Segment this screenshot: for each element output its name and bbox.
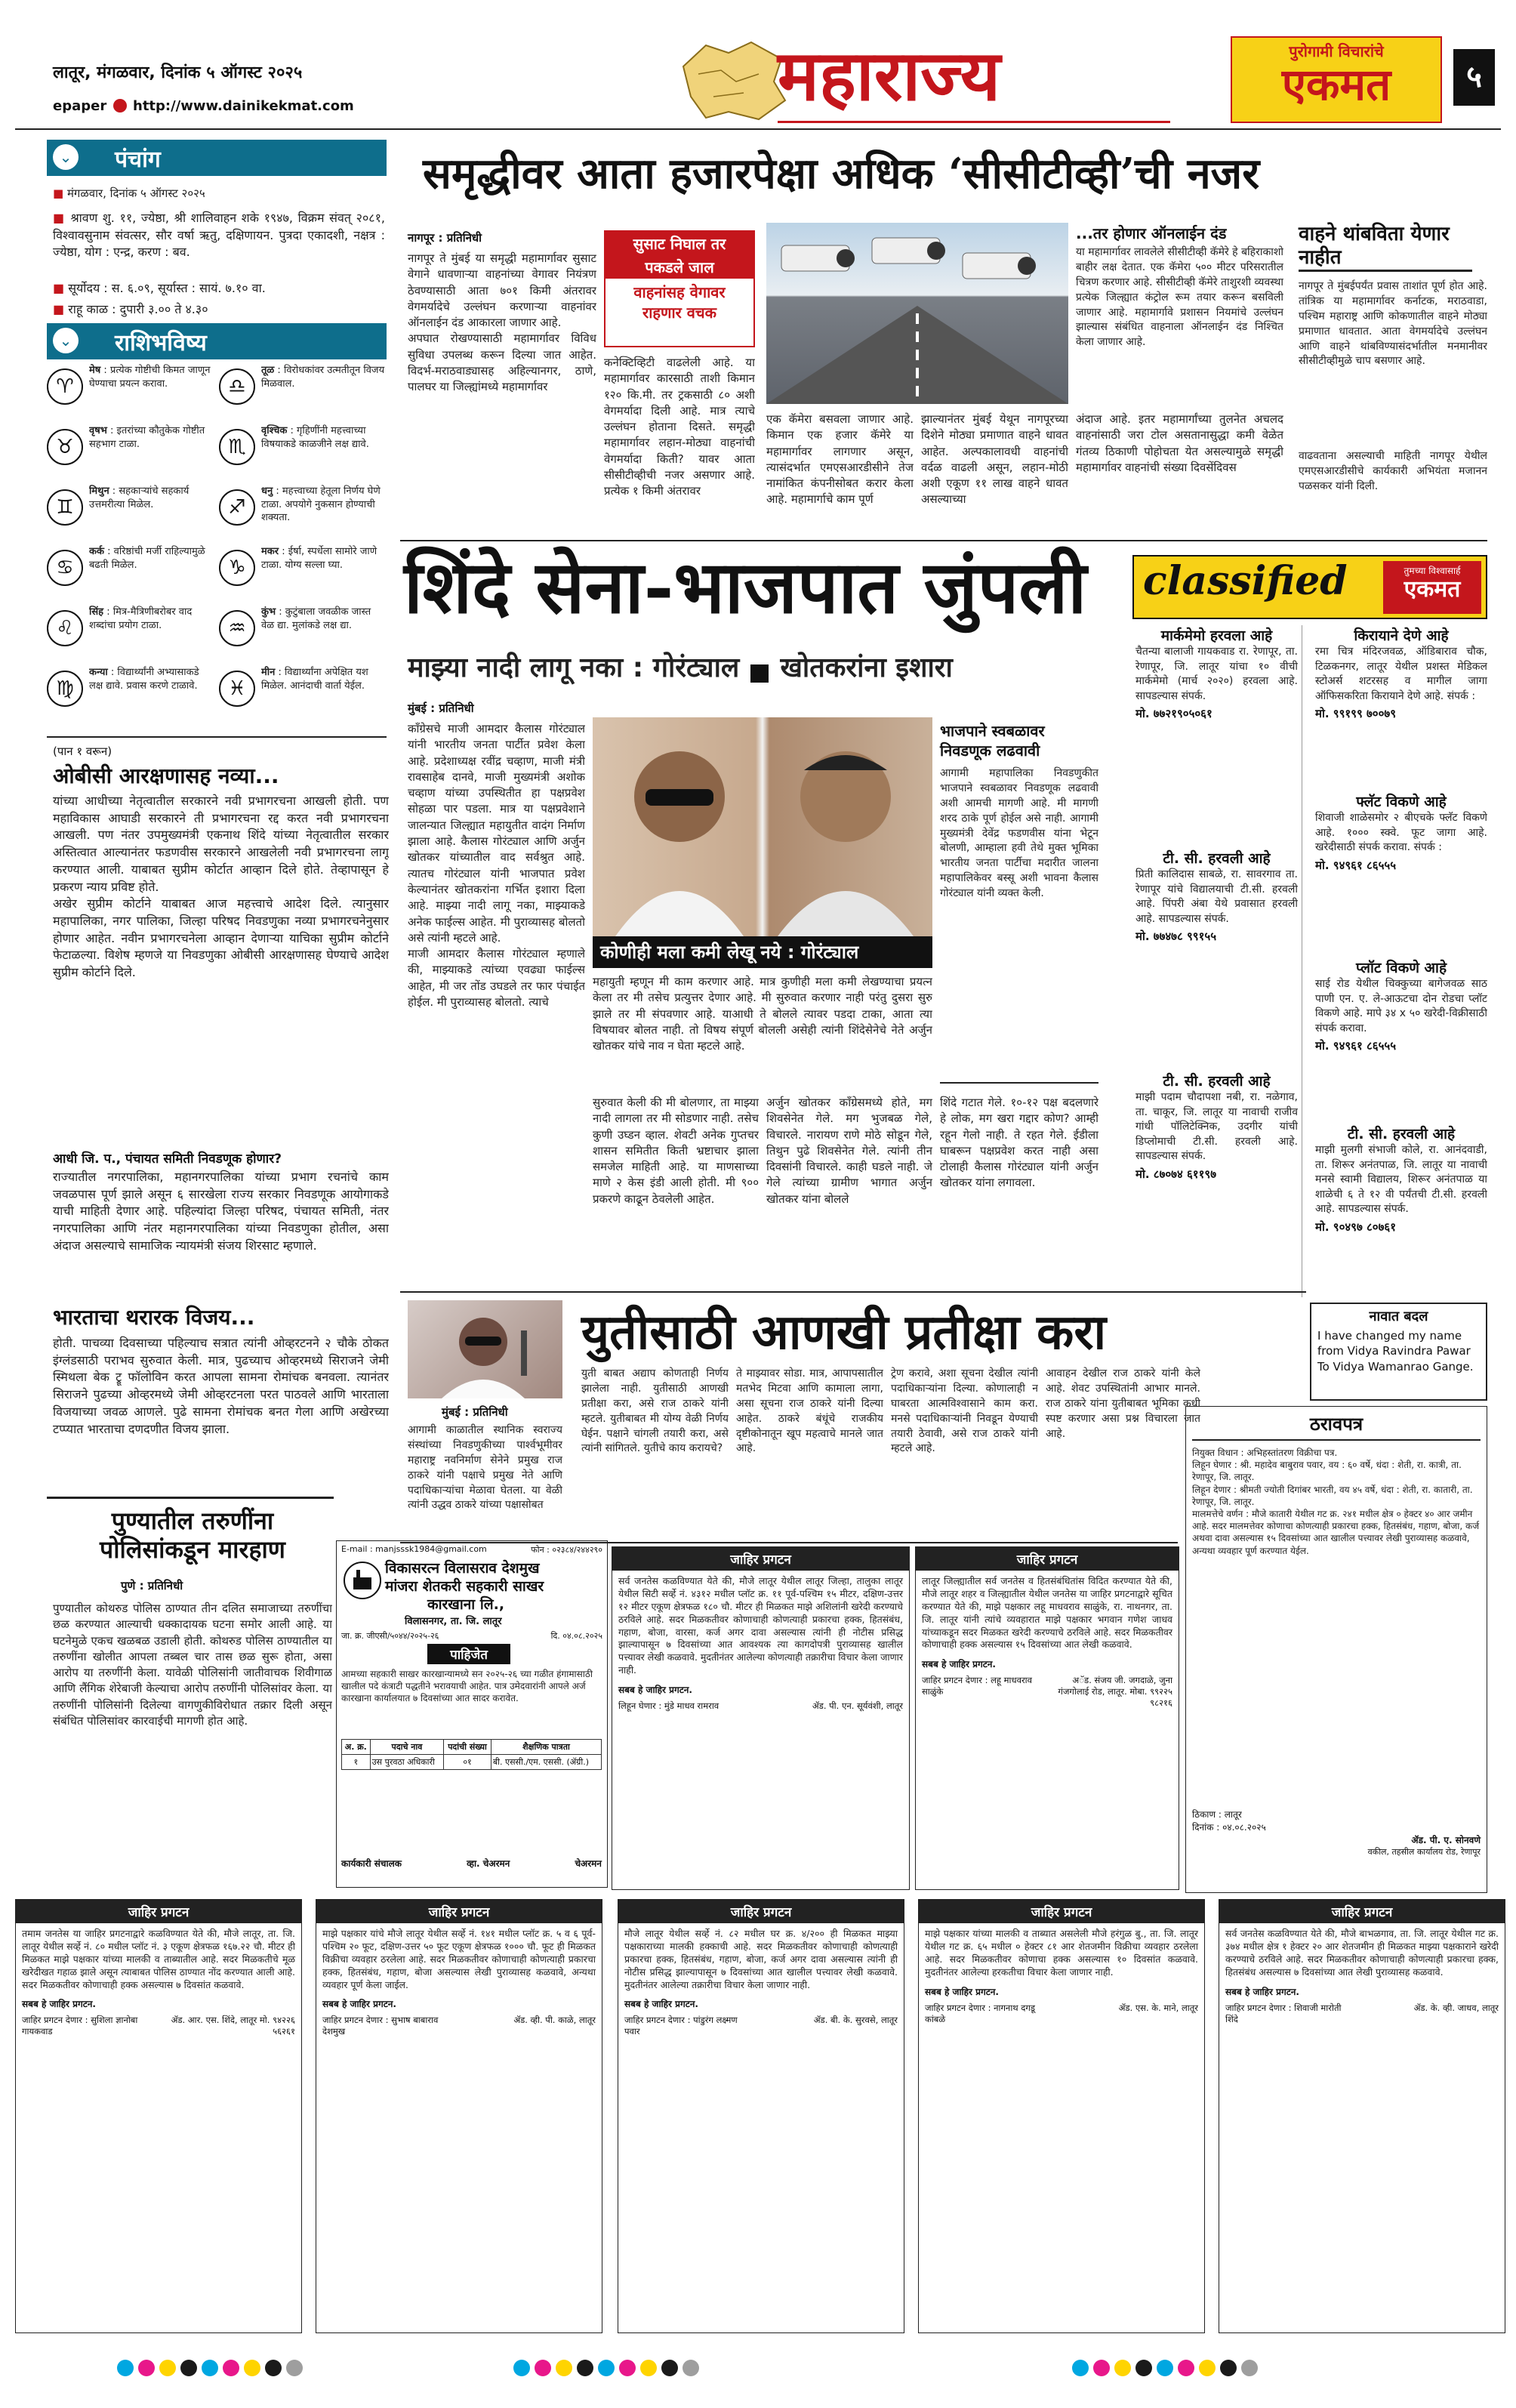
register-dot xyxy=(661,2360,678,2376)
classified-ad-phone: मो. ९४९६१ ८६५५५ xyxy=(1315,1039,1396,1053)
table-row xyxy=(342,1755,602,1770)
classified-brand-box xyxy=(1383,561,1481,614)
rashi-name: धनु xyxy=(261,486,273,497)
cctv-col2: कनेक्टिव्हिटी वाढलेली आहे. या महामार्गावर कारसाठी ताशी किमान १२० कि.मी. तर ट्रकसाठी ८० अशी वेगमर्यादा दिली आहे. मात्र त्याचे उल्लंघन होताना दिसते. समृद्धी महामार्गावर लहान-मोठ्या वाहनांची वेगमर्यादा किती? यावर आता सीसीटीव्हीची नजर असणार आहे. प्रत्येक १ किमी अंतरावर xyxy=(604,356,755,498)
rashi-item xyxy=(219,485,387,544)
rashi-text: मेष : प्रत्येक गोष्टीची किमत जाणून घेण्याचा प्रयत्न करावा. xyxy=(89,365,211,390)
rashi-text: कन्या : विद्यार्थ्यांनी अभ्यासाकडे लक्ष द्यावे. प्रवास करणे टाळावे. xyxy=(89,667,199,692)
classified-ad-phone: मो. ८७०७४ ६११९७ xyxy=(1135,1167,1216,1181)
classified-ad-title: टी. सी. हरवली आहे xyxy=(1163,1073,1271,1090)
rashi-prediction: मित्र-मैत्रिणीबरोबर वाद शब्दांचा प्रयोग टाळा. xyxy=(89,606,193,631)
rashi-prediction: विरोधकांवर उत्मतीतून विजय मिळवाल. xyxy=(261,365,385,390)
tharav-adv-addr: वकील, तहसील कार्यालय रोड, रेणापूर xyxy=(1367,1847,1481,1857)
notice-advocate: अॅड. संजय जी. जगदाळे, जुना गंजगोलाई रोड, लातूर. मोबा. ९९२२५ ९८२१६ xyxy=(1058,1675,1172,1709)
classified-ad xyxy=(1135,1071,1298,1290)
cctv-col4: झाल्यानंतर मुंबई येथून नागपूरच्या दिशेने मोठ्या प्रमाणात वाहने धावत आहेत. अल्पकालावधी वाहनांची वर्दळ वाढली असून, लहान-मोठी अशी एकूण ११ लाख वाहने धावत असल्याच्या xyxy=(921,412,1068,507)
notice-footer: सबब हे जाहिर प्रगटन. xyxy=(322,1999,396,2010)
notice-footer: सबब हे जाहिर प्रगटन. xyxy=(1225,1986,1299,1997)
shinde-photo-caption: कोणीही मला कमी लेखू नये : गोरंट्याल xyxy=(593,936,932,968)
notice-signatures xyxy=(612,1697,909,1715)
yuti-byline: मुंबई : प्रतिनिधी xyxy=(442,1405,508,1419)
classified-ad-title: किरायाने देणे आहे xyxy=(1354,627,1449,644)
rahukaal: ■ राहू काळ : दुपारी ३.०० ते ४.३० xyxy=(53,302,208,316)
rashi-prediction: विद्यार्थ्यांना अपेक्षित यश मिळेल. आनंदाची वार्ता येईल. xyxy=(261,667,368,692)
rashi-name: कुंभ xyxy=(261,606,276,618)
notice-issuer: जाहिर प्रगटन देणार : सुशिला ज्ञानोबा गायकवाड xyxy=(22,2015,138,2037)
rashi-item xyxy=(47,424,214,483)
notice-advocate: ॲड. एस. के. माने, लातूर xyxy=(1118,2002,1198,2013)
notice-box xyxy=(918,1899,1205,2333)
callout-line4: राहणार वचक xyxy=(642,304,716,322)
pune-byline: पुणे : प्रतिनिधी xyxy=(121,1579,183,1592)
tharav-advocate: ॲड. पी. ए. सोनवणे xyxy=(1411,1835,1481,1845)
vilas-body: आमच्या सहकारी साखर कारखान्यामध्ये सन २०२५-२६ च्या गळीत हंगामासाठी खालील पदे कंत्राटी पद्धतीने भरावयाची आहेत. पात्र उमेदवारांनी आपले अर्ज कारखाना कार्यालयात ७ दिवसांच्या आत सादर करावेत. xyxy=(341,1669,593,1704)
classified-ad-body: रमा चित्र मंदिरजवळ, ऑडिबाराव चौक, टिळकनगर, लातूर येथील प्रशस्त मेडिकल स्टोअर्स शटरसह व मागील जागा ऑफिसकरिता किरायाने देणे आहे. संपर्क : xyxy=(1315,646,1487,702)
register-dot xyxy=(556,2360,572,2376)
tharav-title: ठरावपत्र xyxy=(1192,1411,1481,1441)
callout-line3: वाहनांसह वेगावर xyxy=(633,283,726,301)
yuti-col2: युती बाबत अद्याप कोणताही निर्णय झालेला नाही. युतीसाठी आणखी प्रतीक्षा करा, असे राज ठाकरे यांनी म्हटले. युतीबाबत मी योग्य वेळी निर्णय घेईन. पक्षाने चांगली तयारी करा, असे त्यांनी सांगितले. युतीचे काय करायचे? xyxy=(581,1367,729,1455)
obc-sub-body: राज्यातील नगरपालिका, महानगरपालिका यांच्या प्रभाग रचनांचे काम जवळपास पूर्ण झाले असून ६ सारखेला राज्य सरकार निवडणूक आयोगाकडे याची माहिती देणार आहे. पहिल्यांदा जिल्हा परिषद, पंचायत समिती, नंतर नगरपालिका आणि नंतर महानगरपालिका यांच्या निवडणुका होतील, असा अंदाज असल्याचे सामाजिक न्यायमंत्री संजय शिरसाट म्हणाले. xyxy=(53,1170,389,1253)
shinde-caption-body: महायुती म्हणून मी काम करणार आहे. मात्र कुणीही मला कमी लेखण्याचा प्रयत्न केला तर मी तसेच प्रत्युत्तर देणार आहे. मी सुरुवात करणार नाही परंतु दुसरा सुरु झाले तर मी संपवणार आहे. याआधी ते बोलले त्यावर पडदा टाका, आता त्या विषयावर बोलत नाही. तो विषय संपूर्ण बोलली असेही त्यांनी शिंदेसेनेचे नेते अर्जुन खोतकर यांचे नाव न घेता म्हटले आहे. xyxy=(593,975,932,1053)
notice-issuer: जाहिर प्रगटन देणार : नागनाथ दगडू कांबळे xyxy=(925,2002,1036,2024)
zodiac-icon: ♒ xyxy=(219,610,255,646)
yuti-col4: ट्रेण करावे, अशा सूचना देखील त्यांनी पदाधिकाऱ्यांना दिल्या. कोणालाही न घाबरता आत्मविश्वासाने काम करा. मनसे पदाधिकाऱ्यांनी निवडून येण्याची तयारी ठेवावी, असे राज ठाकरे यांनी म्हटले आहे. xyxy=(891,1367,1038,1455)
vilas-title3: कारखाना लि., xyxy=(427,1596,505,1613)
tharav-body: नियुक्त विधान : अभिहस्तांतरण विक्रीचा पत्र. लिहून घेणार : श्री. महादेव बाबुराव पवार, वय : ६० वर्षे, धंदा : शेती, रा. कात्री, ता. रेणापूर, जि. लातूर. लिहून देणार : श्रीमती ज्योती दिगांबर भारती, वय ४५ वर्षे, धंदा : शेती, रा. कातारी, ता. रेणापूर, जि. लातूर. मालमत्तेचे वर्णन : मौजे कातारी येथील गट क्र. २४१ मधील क्षेत्र ० हेक्टर ४० आर जमीन आहे. सदर मालमत्तेवर कोणाचा कोणत्याही प्रकारचा हक्क, हितसंबंध, गहाण, बोजा, कर्ज अथवा दावा असल्यास १५ दिवसांच्या आत खालील पत्त्यावर लेखी पुराव्यासह कळवावे, अन्यथा व्यवहार पूर्ण करण्यात येईल. xyxy=(1192,1448,1480,1556)
bottom-notices xyxy=(0,1899,1516,2337)
cricket-headline: भारताचा थरारक विजय... xyxy=(53,1305,255,1330)
signatory: व्हा. चेअरमन xyxy=(467,1858,510,1869)
obc-subhead: आधी जि. प., पंचायत समिती निवडणूक होणार? xyxy=(53,1152,282,1167)
callout-line1: सुसाट निघाल तर xyxy=(605,232,753,255)
classified-ad xyxy=(1315,625,1487,788)
classified-ad-title: फ्लॅट विकणे आहे xyxy=(1356,794,1447,810)
portrait-icon xyxy=(408,1300,562,1398)
classified-logo: classified xyxy=(1143,558,1348,604)
register-dot xyxy=(1093,2360,1110,2376)
vilas-place: विलासनगर, ता. जि. लातूर xyxy=(405,1616,502,1627)
notice-signatures xyxy=(16,2012,301,2040)
rashi-item xyxy=(219,606,387,664)
color-register-bar xyxy=(1072,2360,1283,2382)
register-dot xyxy=(117,2360,134,2376)
register-dot xyxy=(265,2360,282,2376)
cctv-col1: नागपूर ते मुंबई या समृद्धी महामार्गावर सुसाट वेगाने धावणाऱ्या वाहनांच्या वेगावर नियंत्रण ठेवण्यासाठी आता ७०१ किमी अंतरावर वेगमर्यादेचे उल्लंघन करणाऱ्या वाहनांवर ऑनलाईन दंड आकारला जाणार आहे. अपघात रोखण्यासाठी महामार्गावर विविध सुविधा उपलब्ध करून दिल्या जात आहेत. विदर्भ-मराठवाड्यासह अहिल्यानगर, ठाणे, पालघर या जिल्ह्यांमध्ये महामार्गावर xyxy=(408,251,596,394)
maharashtra-map-icon xyxy=(676,36,789,125)
vilas-table xyxy=(341,1739,602,1770)
notice-header: जाहिर प्रगटन xyxy=(16,1900,301,1923)
register-dot xyxy=(577,2360,593,2376)
rashi-item xyxy=(47,606,214,664)
notice-header: जाहिर प्रगटन xyxy=(612,1547,909,1571)
notice-advocate: ॲड. आर. एस. शिंदे, लातूर मो. ९४२२६ ५६२६१ xyxy=(171,2015,295,2037)
classified-ad-phone: मो. ७७४७८ ९९१५५ xyxy=(1135,930,1216,944)
cctv-byline: नागपूर : प्रतिनिधी xyxy=(408,231,482,245)
color-register-bar xyxy=(117,2360,328,2382)
vilas-title: विकासरत्न विलासराव देशमुख xyxy=(385,1560,540,1577)
notice-signatures xyxy=(618,2012,904,2040)
square-separator-icon xyxy=(750,664,769,683)
rashi-name: मिथुन xyxy=(89,486,109,497)
cctv-callout xyxy=(604,230,755,347)
cctv-side2-headline: वाहने थांबविता येणार नाहीत xyxy=(1299,223,1472,272)
vilas-email: E-mail : manjsssk1984@gmail.com xyxy=(341,1544,487,1554)
bullet-icon: ■ xyxy=(53,211,71,225)
zodiac-icon: ♌ xyxy=(47,610,83,646)
cctv-col5: अंदाज आहे. इतर महामार्गांच्या तुलनेत अचलद वाहनांसाठी जरा टोल असतानासुद्धा कमी वेळेत गंतव्य ठिकाणी पोहोचता येत असल्यामुळे समृद्धी महामार्गावर वाहनांची संख्या दिवसेंदिवस xyxy=(1076,412,1283,474)
register-dot xyxy=(1114,2360,1131,2376)
panchang-header xyxy=(47,140,387,176)
shinde-subline xyxy=(408,648,1125,695)
cctv-headline: समृद्धीवर आता हजारपेक्षा अधिक ‘सीसीटीव्ही’ची नजर xyxy=(423,149,1260,199)
bullet-icon: ■ xyxy=(53,187,67,200)
register-dot xyxy=(202,2360,218,2376)
classified-ad-title: टी. सी. हरवली आहे xyxy=(1347,1126,1456,1142)
panchang-date-text: मंगळवार, दिनांक ५ ऑगस्ट २०२५ xyxy=(66,187,205,200)
table-header-row xyxy=(342,1740,602,1755)
cctv-side-body: या महामार्गावर लावलेले सीसीटीव्ही कॅमेरे हे बहिराकाशो बाहीर लक्ष देतात. एक कॅमेरा ५०० मीटर परिसरातील चित्रण करणार आहे. सीसीटीव्ही कॅमेरे ताशुरशी व्यवस्था प्रत्येक जिल्ह्यात कंट्रोल रूम तयार करून बसविली जाणार आहे. महामार्गावे प्रशासन नियमांचे उल्लंघन झाल्यास संबंधित वाहनाला ऑनलाईन दंड निश्चित केला जाणार आहे. xyxy=(1076,246,1283,349)
zodiac-icon: ♈ xyxy=(47,368,83,405)
table-header: पदांची संख्या xyxy=(444,1740,491,1755)
notice-header: जाहिर प्रगटन xyxy=(916,1547,1179,1571)
masthead-rule xyxy=(15,128,1501,130)
ekmat-tagline: पुरोगामी विचारांचे xyxy=(1289,42,1384,60)
register-dot xyxy=(180,2360,197,2376)
table-cell: उस पुरवठा अधिकारी xyxy=(370,1755,444,1770)
pune-rule xyxy=(47,1497,334,1499)
vilas-badge: पाहिजेत xyxy=(427,1644,510,1664)
classified-ad-body: प्रिती कालिदास साबळे, रा. सावरगाव ता. रेणापूर यांचे विद्यालयाची टी.सी. हरवली आहे. पिंपरी अंबा येथे प्रवासात हरवली आहे. सापडल्यास संपर्क. xyxy=(1135,868,1298,925)
rashi-prediction: महत्त्वाच्या हेतूला निर्णय घेणे टाळा. अपयोगे नुकसान होण्याची शक्यता. xyxy=(261,486,381,524)
rashi-text: वृश्चिक : गृहिणींनी महत्त्वाच्या विषयाकडे काळजीने लक्ष द्यावे. xyxy=(261,425,369,450)
raj-photo xyxy=(408,1300,562,1398)
notice-header: जाहिर प्रगटन xyxy=(919,1900,1204,1923)
rashi-name: तूळ xyxy=(261,365,275,376)
section-title: महाराज्य xyxy=(778,35,1001,116)
rashi-name: कर्क xyxy=(89,546,104,557)
zodiac-icon: ♐ xyxy=(219,489,255,526)
shinde-photo xyxy=(593,717,932,936)
rashi-text: कुंभ : कुटुंबाला जवळीक जास्त वेळ द्या. मुलांकडे लक्ष द्या. xyxy=(261,606,371,631)
rashi-item xyxy=(219,364,387,423)
cctv-side2-body: नागपूर ते मुंबईपर्यंत प्रवास ताशांत पूर्ण होत आहे. तांत्रिक या महामार्गावर कर्नाटक, मराठवाडा, पश्चिम महाराष्ट्र आणि कोकणातील वाहने मोठ्या प्रमाणात धावतात. आता वेगमर्यादेचे उल्लंघन आणि वाहने थांबविण्यासंदर्भातील मनमानीवर सीसीटीव्हीमुळे चाप बसणार आहे. xyxy=(1299,280,1487,368)
classified-ad-phone: मो. ७७२१९०५०६१ xyxy=(1135,707,1212,721)
classified-ad xyxy=(1315,1124,1487,1286)
classified-ad-title: टी. सी. हरवली आहे xyxy=(1163,850,1271,867)
classified-brand-tag: तुमच्या विश्वासार्ह xyxy=(1404,566,1461,576)
panchang-date xyxy=(53,186,385,201)
shinde-sub2: खोतकरांना इशारा xyxy=(780,652,953,683)
cctv-photo xyxy=(766,223,1068,404)
register-dot xyxy=(619,2360,636,2376)
notice-signatures xyxy=(919,1999,1204,2028)
page-number: ५ xyxy=(1453,49,1495,106)
name-change-box xyxy=(1310,1303,1487,1401)
vilas-signatories xyxy=(341,1857,602,1870)
chevron-down-icon: ⌄ xyxy=(53,144,79,170)
continued-tag: (पान १ वरून) xyxy=(53,745,112,758)
classified-ad-phone: मो. ९०४९७ ८०७६१ xyxy=(1315,1219,1396,1234)
callout-line2: पकडले जाल xyxy=(605,255,753,279)
notice-advocate: ॲड. बी. के. सुरवसे, लातूर xyxy=(813,2015,898,2026)
rashi-title: राशिभविष्य xyxy=(115,330,207,356)
rashi-item xyxy=(47,485,214,544)
register-dot xyxy=(1241,2360,1258,2376)
signatory: कार्यकारी संचालक xyxy=(341,1858,402,1869)
yuti-col1: आगामी काळातील स्थानिक स्वराज्य संस्थांच्या निवडणुकीच्या पार्श्वभूमीवर महाराष्ट्र नवनिर्माण सेनेने प्रमुख राज ठाकरे यांनी पक्षाचे प्रमुख नेते आणि पदाधिकाऱ्यांचा मेळावा घेतला. या वेळी त्यांनी उद्धव ठाकरे यांच्या पक्षासोबत xyxy=(408,1424,562,1512)
notice-issuer: जाहिर प्रगटन देणार : पांडुरंग लक्ष्मण पवार xyxy=(624,2015,738,2037)
yuti-headline: युतीसाठी आणखी प्रतीक्षा करा xyxy=(581,1304,1107,1361)
zodiac-icon: ♍ xyxy=(47,671,83,707)
yuti-col5: आवाहन देखील राज ठाकरे यांनी केले आहे. शेवट उपस्थितांनी आभार मानले. राज ठाकरे यांना युतीबाबत भूमिका कधी स्पष्ट करणार असा प्रश्न विचारला जात आहे. xyxy=(1046,1367,1200,1440)
shinde-col3: सुरुवात केली की मी बोलणार, ता माझ्या नादी लागला तर मी सोडणार नाही. तसेच कुणी उघ्डन व्हाल. शेवटी अनेक गुप्तचर शासन समितीत किती भ्रष्टाचार झाला समजेल माहिती आहे. या माणसाच्या माणे २ केस इंडी आली होती. मी ९०० प्रकरणे काढून ठेवलेली आहेत. xyxy=(593,1096,759,1206)
rashi-prediction: ईर्षा, स्पर्धेला सामोरे जाणे टाळा. योग्य सल्ला घ्या. xyxy=(261,546,377,571)
rashi-prediction: विद्यार्थ्यांनी अभ्यासाकडे लक्ष द्यावे. प्रवास करणे टाळावे. xyxy=(89,667,199,692)
rashi-name: वृश्चिक xyxy=(261,425,288,436)
notice-box xyxy=(15,1899,302,2333)
notice-header: जाहिर प्रगटन xyxy=(316,1900,602,1923)
rashi-prediction: गृहिणींनी महत्त्वाच्या विषयाकडे काळजीने लक्ष द्यावे. xyxy=(261,425,369,450)
globe-icon xyxy=(113,99,127,113)
rashi-prediction: कुटुंबाला जवळीक जास्त वेळ द्या. मुलांकडे लक्ष द्या. xyxy=(261,606,371,631)
notice-header: जाहिर प्रगटन xyxy=(1219,1900,1505,1923)
register-dot xyxy=(1072,2360,1089,2376)
notice-body: सर्व जनतेस कळविण्यात येते की, मौजे बाभळगाव, ता. जि. लातूर येथील गट क्र. ३७४ मधील क्षेत्र १ हेक्टर २० आर शेतजमीन ही मिळकत माझ्या पक्षकाराने खरेदी करण्याचे ठरविले आहे. सदर मिळकतीवर कोणाचाही कोणत्याही प्रकारचा हक्क, हितसंबंध असल्यास ७ दिवसांच्या आत लेखी पुराव्यासह कळवावे. xyxy=(1225,1928,1499,1978)
notice-issuer: जाहिर प्रगटन देणार : शिवाजी मारोती शिंदे xyxy=(1225,2002,1342,2024)
factory-logo-icon xyxy=(343,1561,382,1600)
register-dot xyxy=(138,2360,155,2376)
notice-advocate: ॲड. के. व्ही. जाधव, लातूर xyxy=(1413,2002,1499,2013)
notice-body: लातूर जिल्ह्यातील सर्व जनतेस व हितसंबंधितांस विदित करण्यात येते की, मौजे लातूर शहर व जिल्ह्यातील येथील जनतेस या जाहिर प्रगटनाद्वारे सूचित करण्यात येते की, माझे पक्षकार लहू माधवराव साळुंके, रा. नाथनगर, ता. जि. लातूर यांनी त्यांचे व्यवहारात माझे पक्षकार भगवान गणेश जाधव यांच्याकडून सदर मिळकत खरेदी करण्याचे ठरविले आहे. सदर मिळकतीवर कोणाचाही हक्क असल्यास १५ दिवसांच्या आत लेखी कळवावे. xyxy=(922,1575,1172,1651)
cricket-body: होती. पाचव्या दिवसाच्या पहिल्याच सत्रात त्यांनी ओव्हरटनने २ चौके ठोकत इंग्लंडसाठी पराभव सुरुवात केली. मात्र, पुढच्याच ओव्हरमध्ये सिराजने जेमी स्मिथला बेक ट्रू फॉलोविन करत आपला सामना रोमांचक बनवला. त्यानंतर सिराजने पुढच्या ओव्हरमध्ये जेमी ओव्हरटनला परत पाठवले आणि भारताला विजयाच्या जवळ आणले. पुढे सामना रोमांचक बनत गेला आणि अखेरच्या टप्प्यात भारताचा दणदणीत विजय झाला. xyxy=(53,1336,389,1436)
cctv-camera-icon xyxy=(766,223,1068,404)
zodiac-icon: ♓ xyxy=(219,671,255,707)
classified-ad-body: माझी पदाम चौदापशा नबी, रा. नळेगाव, ता. चाकूर, जि. लातूर या नावाची राजीव गांधी पॉलिटेक्निक, उदगीर यांची डिप्लोमाची टी.सी. हरवली आहे. सापडल्यास संपर्क. xyxy=(1135,1091,1298,1163)
shinde-sub1: माझ्या नादी लागू नका : गोरंट्याल xyxy=(408,652,740,683)
notice-footer: सबब हे जाहिर प्रगटन. xyxy=(925,1986,999,1997)
yuti-col3: ते माझ्यावर सोडा. मात्र, आपापसातील मतभेद मिटवा आणि कामाला लागा, असा सूचना राज ठाकरे यांनी दिल्या आहेत. ठाकरे बंधूंचे राजकीय दृष्टीकोनातून खूप महत्वाचे मानले जात आहे. xyxy=(736,1367,883,1455)
classified-ad xyxy=(1135,625,1298,844)
shinde-byline: मुंबई : प्रतिनिधी xyxy=(408,701,474,715)
rashi-name: कन्या xyxy=(89,667,108,678)
notice-body: मौजे लातूर येथील सर्व्हे नं. ८२ मधील घर क्र. ४/२०० ही मिळकत माझ्या पक्षकाराच्या मालकी हक्काची आहे. सदर मिळकतीवर कोणाचाही कोणत्याही प्रकारचा हक्क, हितसंबंध, गहाण, बोजा, कर्ज अगर दावा असल्यास त्यांनी ही नोटीस प्रसिद्ध झाल्यापासून ७ दिवसांच्या आत खालील पत्त्यावर लेखी कळवावे. मुदतीनंतर आलेल्या तक्रारीचा विचार केला जाणार नाही. xyxy=(624,1928,898,1990)
register-dot xyxy=(1135,2360,1152,2376)
table-header: पदाचे नाव xyxy=(370,1740,444,1755)
obc-headline: ओबीसी आरक्षणासह नव्या... xyxy=(53,763,279,788)
classified-ad-body: माझी मुलगी संभाजी कोले, रा. आनंदवाडी, ता. शिरूर अनंतपाळ, जि. लातूर या नावाची मनसे स्वामी विद्यालय, शिरूर अनंतपाळ या शाळेची ६ ते १२ वी पर्यंतची टी.सी. हरवली आहे. सापडल्यास संपर्क. xyxy=(1315,1144,1487,1216)
rashi-item xyxy=(219,424,387,483)
classified-ad-title: प्लॉट विकणे आहे xyxy=(1355,960,1447,976)
notice-body: तमाम जनतेस या जाहिर प्रगटनाद्वारे कळविण्यात येते की, मौजे लातूर, ता. जि. लातूर येथील सर्व्हे नं. ८० मधील प्लॉट नं. ३ एकूण क्षेत्रफळ १६७.२२ चौ. मीटर ही मिळकत माझे पक्षकार यांच्या मालकी व ताब्यातील आहे. सदर मिळकतीचे मूळ खरेदीखत गहाळ झाले असून त्याबाबत पोलिस ठाण्यात नोंद करण्यात आली आहे. सदर मिळकतीवर कोणाचाही हक्क असल्यास ७ दिवसांत कळवावे. xyxy=(22,1928,295,1990)
signatory: चेअरमन xyxy=(575,1858,602,1869)
name-change-title: नावात बदल xyxy=(1369,1309,1428,1324)
vilas-ref: जा. क्र. जीएसी/५०४४/२०२५-२६ xyxy=(341,1631,439,1641)
website-link[interactable]: http://www.dainikekmat.com xyxy=(133,98,354,114)
shinde-headline: शिंदे सेना-भाजपात जुंपली xyxy=(404,544,1087,630)
register-dot xyxy=(598,2360,615,2376)
left-col-rule xyxy=(47,736,387,738)
tharav-box xyxy=(1185,1406,1487,1893)
rashi-prediction: वरिष्ठांची मर्जी राहिल्यामुळे बढती मिळेल. xyxy=(89,546,205,571)
zodiac-icon: ♊ xyxy=(47,489,83,526)
ekmat-logo-box xyxy=(1231,36,1442,123)
rashi-prediction: सहकाऱ्यांचे सहकार्य उत्तमरीत्या मिळेल. xyxy=(89,486,190,510)
register-dot xyxy=(683,2360,699,2376)
name-change-body: I have changed my name from Vidya Ravindra Pawar To Vidya Wamanrao Gange. xyxy=(1317,1329,1474,1374)
register-dot xyxy=(513,2360,530,2376)
shinde-col5: शिंदे गटात गेले. १०-१२ पक्ष बदलणारे हे लोक, मग खरा गद्दार कोण? आम्ही रहून गेलो नाही. ते रहत गेले. ईडीला घाबरून पक्षप्रवेश करत नाही असा टोलाही कैलास गोरंट्याल यांनी अर्जुन खोतकर यांना लगावला. xyxy=(940,1096,1098,1190)
sunrise: ■ सूर्योदय : स. ६.०९, सूर्यास्त : सायं. ७.१० वा. xyxy=(53,281,266,295)
sunrise-text: सूर्योदय : स. ६.०९, सूर्यास्त : सायं. ७.१० वा. xyxy=(68,281,266,295)
shinde-col4: अर्जुन खोतकर काँग्रेसमध्ये होते, मग शिवसेनेत गेले. मग भुजबळ गेले, विचारले. नारायण राणे मोठे सोडून गेले, तिथुन पुढे शिवसेनेत गेले. त्यांनी तीन दिवसांनी विचारले. काही घडले नाही. जे गेले त्यांच्या ग्रामीण भागात अर्जुन खोतकर यांना बोलले xyxy=(766,1096,932,1206)
register-dot xyxy=(159,2360,176,2376)
table-header: शैक्षणिक पात्रता xyxy=(491,1740,601,1755)
notice-advocate: ॲड. पी. एन. सूर्यवंशी, लातूर xyxy=(812,1700,903,1711)
zodiac-icon: ♑ xyxy=(219,550,255,586)
notice-box xyxy=(1219,1899,1505,2333)
rashi-item xyxy=(219,545,387,604)
tharav-place: ठिकाण : लातूर xyxy=(1192,1809,1242,1820)
notice-footer: सबब हे जाहिर प्रगटन. xyxy=(22,1999,96,2010)
register-dot xyxy=(1157,2360,1173,2376)
rashi-item xyxy=(219,666,387,725)
register-dot xyxy=(223,2360,239,2376)
yuti-top-rule xyxy=(400,1291,1306,1293)
classified-ad-phone: मो. ९४९६१ ८६५५५ xyxy=(1315,858,1396,872)
rashi-name: मीन xyxy=(261,667,276,678)
notice-issuer: जाहिर प्रगटन देणार : लहू माधवराव साळुंके xyxy=(922,1675,1033,1697)
rashi-prediction: प्रत्येक गोष्टीची किमत जाणून घेण्याचा प्रयत्न करावा. xyxy=(89,365,211,390)
zodiac-icon: ♎ xyxy=(219,368,255,405)
rashi-prediction: इतरांच्या कौतुकेक गोष्टीत सहभाग टाळा. xyxy=(89,425,205,450)
register-dot xyxy=(1199,2360,1216,2376)
table-header: अ. क्र. xyxy=(342,1740,371,1755)
notice-issuer: जाहिर प्रगटन देणार : सुभाष बाबाराव देशमुख xyxy=(322,2015,439,2037)
zodiac-icon: ♉ xyxy=(47,429,83,465)
register-dot xyxy=(286,2360,303,2376)
bhajpa-body: आगामी महापालिका निवडणुकीत भाजपाने स्वबळावर निवडणूक लढवावी अशी आमची मागणी आहे. मी मागणी शरद ठाके पूर्ण होईल असे नाही. आगामी मुख्यमंत्री देवेंद्र फडणवीस यांना भेटून बोलणी, आम्हाला हवी तेथे मुक्त भूमिका भारतीय जनता पार्टीचा मदारीत जालना महापालिकेवर बस्सू अशी भावना कैलास गोरंट्याल यांनी व्यक्त केली. xyxy=(940,766,1098,1084)
classified-ad-body: साई रोड येथील चिक्कुच्या बागेजवळ साठ पाणी एन. ए. ले-आऊटचा दोन रोडचा प्लॉट विकणे आहे. मापे ३४ x ५० खरेदी-विक्रीसाठी संपर्क करावा. xyxy=(1315,978,1487,1034)
register-dot xyxy=(535,2360,551,2376)
notice-footer: सबब हे जाहिर प्रगटन. xyxy=(618,1685,692,1695)
rashi-name: मेष xyxy=(89,365,101,376)
notice-box xyxy=(618,1899,904,2333)
color-register-bar xyxy=(513,2360,725,2382)
rashi-text: धनु : महत्त्वाच्या हेतूला निर्णय घेणे टाळा. अपयोगे नुकसान होण्याची शक्यता. xyxy=(261,486,381,524)
register-dot xyxy=(640,2360,657,2376)
cctv-side-headline: ...तर होणार ऑनलाईन दंड xyxy=(1076,224,1227,242)
zodiac-icon: ♏ xyxy=(219,429,255,465)
zodiac-icon: ♋ xyxy=(47,550,83,586)
classified-column-2 xyxy=(1312,625,1490,1297)
notice-box xyxy=(915,1546,1179,1890)
rashi-grid xyxy=(47,364,387,726)
rashi-text: वृषभ : इतरांच्या कौतुकेक गोष्टीत सहभाग टाळा. xyxy=(89,425,205,450)
epaper-label: epaper xyxy=(53,98,107,114)
register-dot xyxy=(1220,2360,1237,2376)
panchang-title: पंचांग xyxy=(115,146,161,173)
panchang-body-text: श्रावण शु. ११, ज्येष्ठा, श्री शालिवाहन शके १९४७, विक्रम संवत् २०८१, विश्वावसुनाम संवत्सर, सौर वर्षा ऋतु, दक्षिणायन. पुत्रदा एकादशी, नक्षत्र : ज्येष्ठा, योग : एन्द्र, करण : बव. xyxy=(53,211,385,260)
notice-body: माझे पक्षकार यांच्या मालकी व ताब्यात असलेली मौजे हरंगुळ बु., ता. जि. लातूर येथील गट क्र. ६५ मधील ० हेक्टर ८१ आर शेतजमीन विक्रीचा व्यवहार ठरलेला आहे. सदर मिळकतीवर कोणाचा हक्क असल्यास १० दिवसांत कळवावे. मुदतीनंतर आलेल्या हरकतीचा विचार केला जाणार नाही. xyxy=(925,1928,1198,1978)
vilas-title2: मांजरा शेतकरी सहकारी साखर xyxy=(385,1578,544,1595)
classified-ad xyxy=(1315,791,1487,954)
notice-body: माझे पक्षकार यांचे मौजे लातूर येथील सर्व्हे नं. १४१ मधील प्लॉट क्र. ५ व ६ पूर्व-पश्चिम २० फूट, दक्षिण-उत्तर ५० फूट एकूण क्षेत्रफळ १००० चौ. फूट ही मिळकत विक्रीचा व्यवहार ठरलेला आहे. सदर मिळकतीवर कोणाचाही कोणत्याही प्रकारचा हक्क, हितसंबंध, गहाण, बोजा असल्यास लेखी पुराव्यासह कळवावे, अन्यथा व्यवहार पूर्ण केला जाईल. xyxy=(322,1928,596,1990)
pune-body: पुण्यातील कोथरुड पोलिस ठाण्यात तीन दलित समाजाच्या तरुणींचा छळ करण्यात आल्याची धक्कादायक घटना समोर आली आहे. या घटनेमुळे एकच खळबळ उडाली होती. कोथरुड पोलिस ठाण्यातील या तरुणींना खोलीत आपला तब्बल चार तास छळ सुरू होता, असा आरोप या तरुणींनी केला. यावेळी पोलिसांनी जातीवाचक शिवीगाळ आणि लैंगिक शेरेबाजी केल्याचा आरोप तरुणींनी पोलिसांवर केला. या तरुणींनी पोलिसांनी दिलेल्या वागणुकीविरोधात तक्रार दिली असून संबंधित पोलिसांवर कारवाईची मागणी होत आहे. xyxy=(53,1602,332,1728)
classified-ad-phone: मो. ९९१९९ ७००७९ xyxy=(1315,707,1396,721)
pune-headline: पुण्यातील तरुणींना पोलिसांकडून मारहाण xyxy=(100,1506,285,1565)
notice-signatures xyxy=(916,1672,1179,1712)
rashi-item xyxy=(47,666,214,725)
rashi-name: वृषभ xyxy=(89,425,107,436)
masthead-underline xyxy=(778,121,1170,123)
rashi-name: मकर xyxy=(261,546,279,557)
rashi-text: कर्क : वरिष्ठांची मर्जी राहिल्यामुळे बढती मिळेल. xyxy=(89,546,205,571)
obc-body: यांच्या आधीच्या नेतृत्वातील सरकारने नवी प्रभागरचना आखली होती. पण महाविकास आघाडी सरकारने ती प्रभागरचना रद्द करत नवी प्रभागरचना आखली. पण नंतर उपमुख्यमंत्री एकनाथ शिंदे यांच्या नेतृत्वातील सरकार अस्तित्वात आल्यानंतर फडणवीस सरकारने आखलेली नवी प्रभागरचना लागू करण्यात आली. याबाबत सुप्रीम कोर्टात आव्हान दिले होते. तेव्हापासून हे प्रकरण न्याय प्रविष्ट होते. अखेर सुप्रीम कोर्टाने याबाबत आज महत्त्वाचे आदेश दिले. त्यानुसार महापालिका, नगर पालिका, जिल्हा परिषद निवडणुका नव्या प्रभागरचनेनुसार होणार आहेत. नवीन प्रभागरचनेला आव्हान देणाऱ्या याचिका सुप्रीम कोर्टाने फेटाळल्या. विशेष म्हणजे या निवडणुका ओबीसी आरक्षणासह घेण्याचे आदेश सुप्रीम कोर्टाने दिले. xyxy=(53,794,389,980)
chevron-down-icon: ⌄ xyxy=(53,328,79,353)
vilas-ad xyxy=(336,1540,608,1888)
cctv-bottom-rule xyxy=(400,540,1487,541)
tharav-date: दिनांक : ०४.०८.२०२५ xyxy=(1192,1822,1266,1833)
notice-signatures xyxy=(316,2012,602,2040)
classified-ad-body: चैतन्या बालाजी गायकवाड रा. रेणापूर, ता. रेणापूर, जि. लातूर यांचा १० वीची मार्कमेमो (मार्च २०२०) हरवला आहे. सापडल्यास संपर्क. xyxy=(1135,646,1298,702)
vilas-phone: फोन : ०२३८४/२४४२९० xyxy=(531,1545,602,1555)
table-cell: ०१ xyxy=(444,1755,491,1770)
ekmat-logo: एकमत xyxy=(1281,59,1391,110)
rashi-text: तूळ : विरोधकांवर उत्मतीतून विजय मिळवाल. xyxy=(261,365,385,390)
register-dot xyxy=(1178,2360,1194,2376)
rashi-text: सिंह : मित्र-मैत्रिणीबरोबर वाद शब्दांचा प्रयोग टाळा. xyxy=(89,606,193,631)
notice-box xyxy=(612,1546,910,1890)
bhajpa-headline: भाजपाने स्वबळावर निवडणूक लढवावी xyxy=(940,722,1045,760)
classified-banner xyxy=(1132,555,1487,619)
register-dot xyxy=(244,2360,260,2376)
notice-signatures xyxy=(1219,1999,1505,2028)
rashi-name: सिंह xyxy=(89,606,104,618)
notice-box xyxy=(316,1899,602,2333)
classified-ad xyxy=(1315,957,1487,1120)
rashi-text: मीन : विद्यार्थ्यांना अपेक्षित यश मिळेल. आनंदाची वार्ता येईल. xyxy=(261,667,368,692)
classified-ad-title: मार्कमेमो हरवला आहे xyxy=(1160,627,1273,644)
portrait-icon xyxy=(593,717,932,936)
panchang-body xyxy=(53,210,385,261)
rashi-header xyxy=(47,323,387,359)
cctv-col3: एक कॅमेरा बसवला जाणार आहे. किमान एक हजार कॅमेरे या महामार्गावर लागणार असून, त्यासंदर्भात एमएसआरडीसीने तेज नामांकित कंपनीसोबत करार केला आहे. महामार्गाचे काम पूर्ण xyxy=(766,412,914,507)
notice-footer: सबब हे जाहिर प्रगटन. xyxy=(922,1659,996,1670)
classified-ad-body: शिवाजी शाळेसमोर २ बीएचके फ्लॅट विकणे आहे. १००० स्क्वे. फूट जागा आहे. खरेदीसाठी संपर्क करावा. संपर्क : xyxy=(1315,812,1487,854)
dateline: लातूर, मंगळवार, दिनांक ५ ऑगस्ट २०२५ xyxy=(53,63,303,82)
classified-ad xyxy=(1135,848,1298,1067)
shinde-col1: काँग्रेसचे माजी आमदार कैलास गोरंट्याल यांनी भारतीय जनता पार्टीत प्रवेश केला आहे. प्रदेशाध्यक्ष रवींद्र चव्हाण, माजी मंत्री रावसाहेब दानवे, माजी मुख्यमंत्री अशोक चव्हाण यांच्या उपस्थितीत हा पक्षप्रवेश सोहळा पार पडला. मात्र या पक्षप्रवेशाने जालन्यात जिल्ह्यात महायुतीत वादंग निर्माण झाला आहे. कैलास गोरंट्याल आणि अर्जुन खोतकर यांच्यातील वाद सर्वश्रुत आहे. त्यातच गोरंट्याल यांनी भाजपात प्रवेश केल्यानंतर खोतकरांना गर्भित इशारा दिला आहे. माझ्या नादी लागू नका, माझ्याकडे अनेक फाईल्स आहेत. मी पुराव्यासह बोलतो असे त्यांनी म्हटले आहे. माजी आमदार कैलास गोरंट्याल म्हणाले की, माझ्याकडे त्यांच्या एवढ्या फाईल्स आहेत, मी जर तोंड उघडले तर फार पंचाईत होईल. मी पुराव्यासह बोलतो. त्याचे xyxy=(408,722,585,1010)
rashi-text: मिथुन : सहकाऱ्यांचे सहकार्य उत्तमरीत्या मिळेल. xyxy=(89,486,190,510)
table-cell: १ xyxy=(342,1755,371,1770)
notice-header: जाहिर प्रगटन xyxy=(618,1900,904,1923)
rashi-item xyxy=(47,364,214,423)
notice-issuer: लिहून घेणार : मुंडे माधव रामराव xyxy=(618,1700,719,1711)
classified-brand: एकमत xyxy=(1404,576,1461,603)
notice-footer: सबब हे जाहिर प्रगटन. xyxy=(624,1999,698,2010)
notice-body: सर्व जनतेस कळविण्यात येते की, मौजे लातूर येथील लातूर जिल्हा, तालुका लातूर येथील सिटी सर्व्हे नं. ४३१२ मधील प्लॉट क्र. ११ पूर्व-पश्चिम १५ मीटर, दक्षिण-उत्तर १२ मीटर एकूण क्षेत्रफळ १८० चौ. मीटर ही मिळकत माझे अशिलांनी खरेदी करण्याचे ठरविले आहे. सदर मिळकतीवर कोणाचाही कोणत्याही प्रकारचा हक्क, हितसंबंध, गहाण, बोजा, वारसा, कर्ज अगर दावा असल्यास त्यांनी ही नोटीस प्रसिद्ध झाल्यापासून ७ दिवसांच्या आत आवश्यक त्या कागदोपत्री पुराव्यासह खालील पत्त्यावर लेखी कळवावे. मुदतीनंतर आलेल्या कोणत्याही तक्रारीचा विचार केला जाणार नाही. xyxy=(618,1575,903,1676)
rashi-text: मकर : ईर्षा, स्पर्धेला सामोरे जाणे टाळा. योग्य सल्ला घ्या. xyxy=(261,546,377,571)
notice-advocate: ॲड. व्ही. पी. काळे, लातूर xyxy=(513,2015,596,2026)
table-cell: बी. एससी./एम. एससी. (ॲग्री.) xyxy=(491,1755,601,1770)
cctv-side2-body2: वाढवताना असल्याची माहिती नागपूर येथील एमएसआरडीसीचे कार्यकारी अभियंता मजानन पळसकर यांनी दिली. xyxy=(1299,450,1487,492)
vilas-date: दि. ०४.०८.२०२५ xyxy=(550,1631,602,1641)
rashi-item xyxy=(47,545,214,604)
classified-column-1 xyxy=(1132,625,1302,1297)
rahukaal-text: राहू काळ : दुपारी ३.०० ते ४.३० xyxy=(68,302,208,316)
